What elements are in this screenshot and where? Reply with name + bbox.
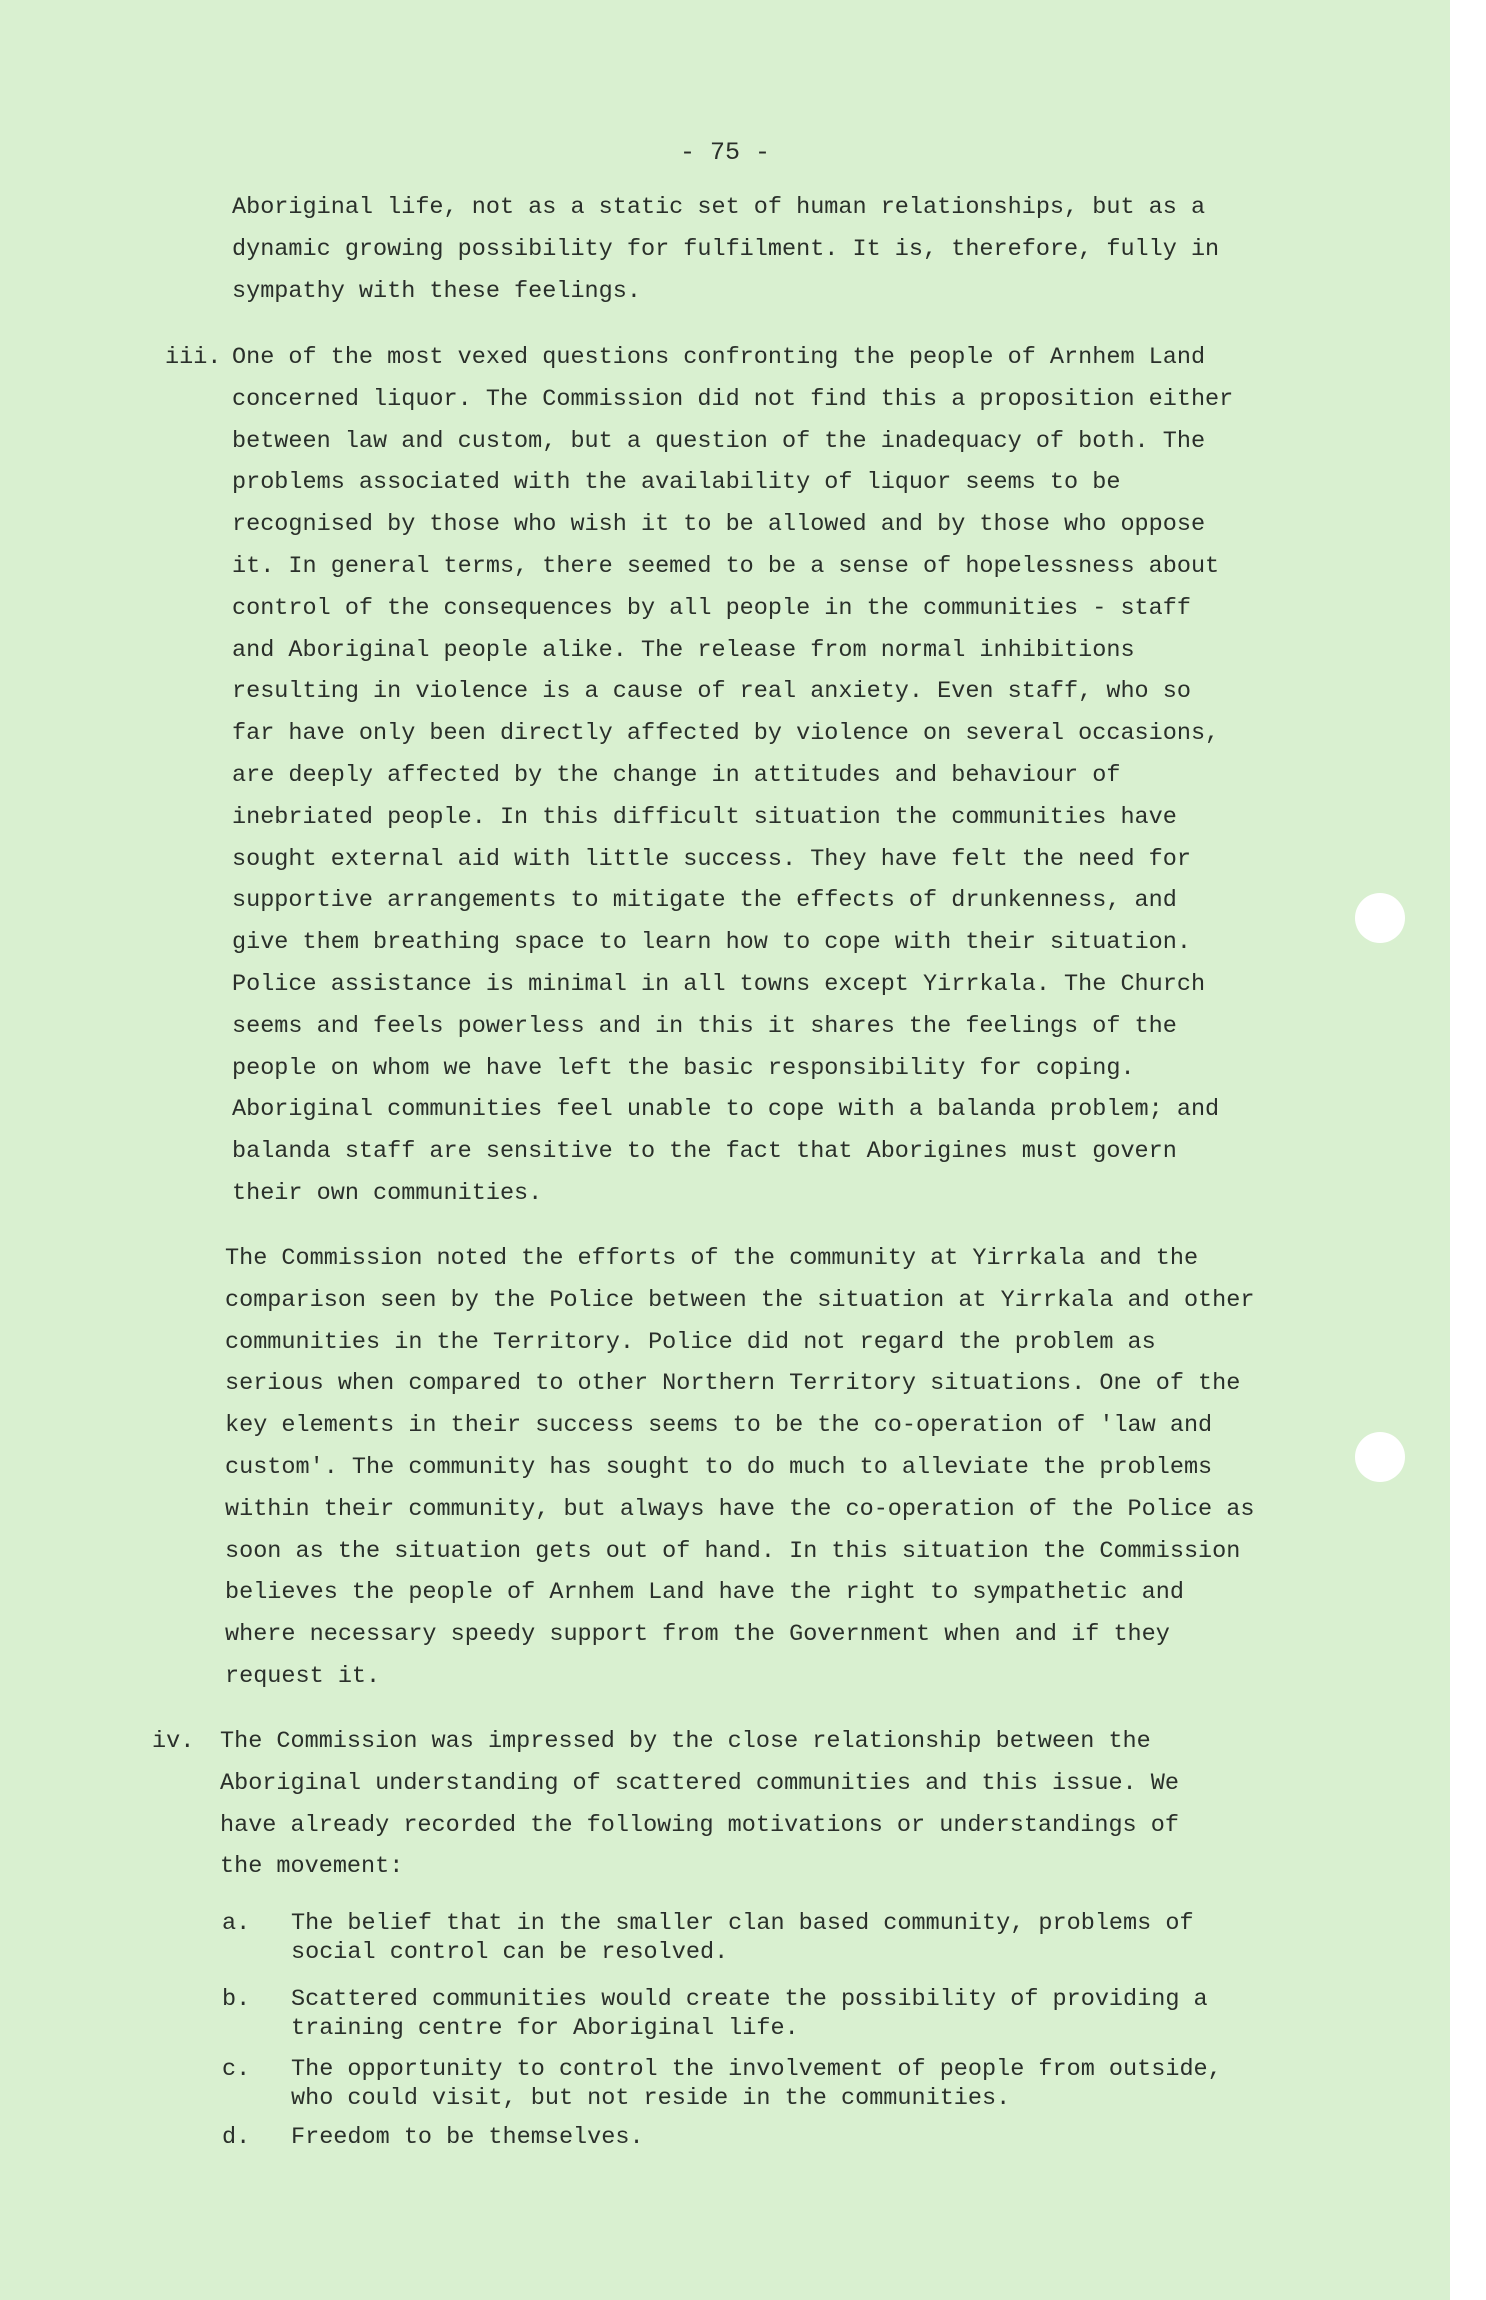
- continuation-paragraph: Aboriginal life, not as a static set of human relationships, but as a dynamic growing possibility for fulfilment. It is, therefore, fully in sympathy with these feelings.: [232, 194, 1234, 305]
- list-item: The belief that in the smaller clan based community, problems of social control can be resolved.: [291, 1910, 1194, 1966]
- section-iii-paragraph: One of the most vexed questions confronting the people of Arnhem Land concerned liquor. The Commission did not find this a proposition either between law and custom, but a question of the inadequacy of both. The problems associated with the availability of liquor seems to be recognised by those who wish it to be allowed and by those who oppose it. In general terms, there seemed to be a sense of hopelessness about control of the consequences by all people in the communities - staff and Aboriginal people alike. The release from normal inhibitions resulting in violence is a cause of real anxiety. Even staff, who so far have only been directly affected by violence on several occasions, are deeply affected by the change in attitudes and behaviour of inebriated people. In this difficult situation the communities have sought external aid with little success. They have felt the need for supportive arrangements to mitigate the effects of drunkenness, and give them breathing space to learn how to cope with their situation. Police assistance is minimal in all towns except Yirrkala. The Church seems and feels powerless and in this it shares the feelings of the people on whom we have left the basic responsibility for coping. Aboriginal communities feel unable to cope with a balanda problem; and balanda staff are sensitive to the fact that Aborigines must govern their own communities.: [232, 344, 1248, 1207]
- list-item-letter: a.: [222, 1910, 251, 1937]
- commission-paragraph: The Commission noted the efforts of the community at Yirrkala and the comparison seen by the Police between the situation at Yirrkala and other communities in the Territory. Police did not regard the problem as serious when compared to other Northern Territory situations. One of the key elements in their success seems to be the co-operation of 'law and custom'. The community has sought to do much to alleviate the problems within their community, but always have the co-operation of the Police as soon as the situation gets out of hand. In this situation the Commission believes the people of Arnhem Land have the right to sympathetic and where necessary speedy support from the Government when and if they request it.: [225, 1245, 1269, 1690]
- punch-hole: [1355, 893, 1405, 943]
- punch-hole: [1355, 1432, 1405, 1482]
- list-item: The opportunity to control the involvement of people from outside, who could visit, but not reside in the communities.: [291, 2056, 1222, 2112]
- section-marker-iv: iv.: [152, 1728, 195, 1755]
- page-number: - 75 -: [679, 138, 770, 167]
- list-item: Freedom to be themselves.: [291, 2124, 644, 2151]
- list-item-letter: c.: [222, 2056, 251, 2083]
- list-item: Scattered communities would create the possibility of providing a training centre for Aboriginal life.: [291, 1986, 1208, 2042]
- list-item-letter: b.: [222, 1986, 251, 2013]
- list-item-letter: d.: [222, 2124, 251, 2151]
- section-iv-paragraph: The Commission was impressed by the close relationship between the Aboriginal understanding of scattered communities and this issue. We have already recorded the following motivations or understandings of the movement:: [220, 1728, 1194, 1881]
- section-marker-iii: iii.: [165, 344, 222, 371]
